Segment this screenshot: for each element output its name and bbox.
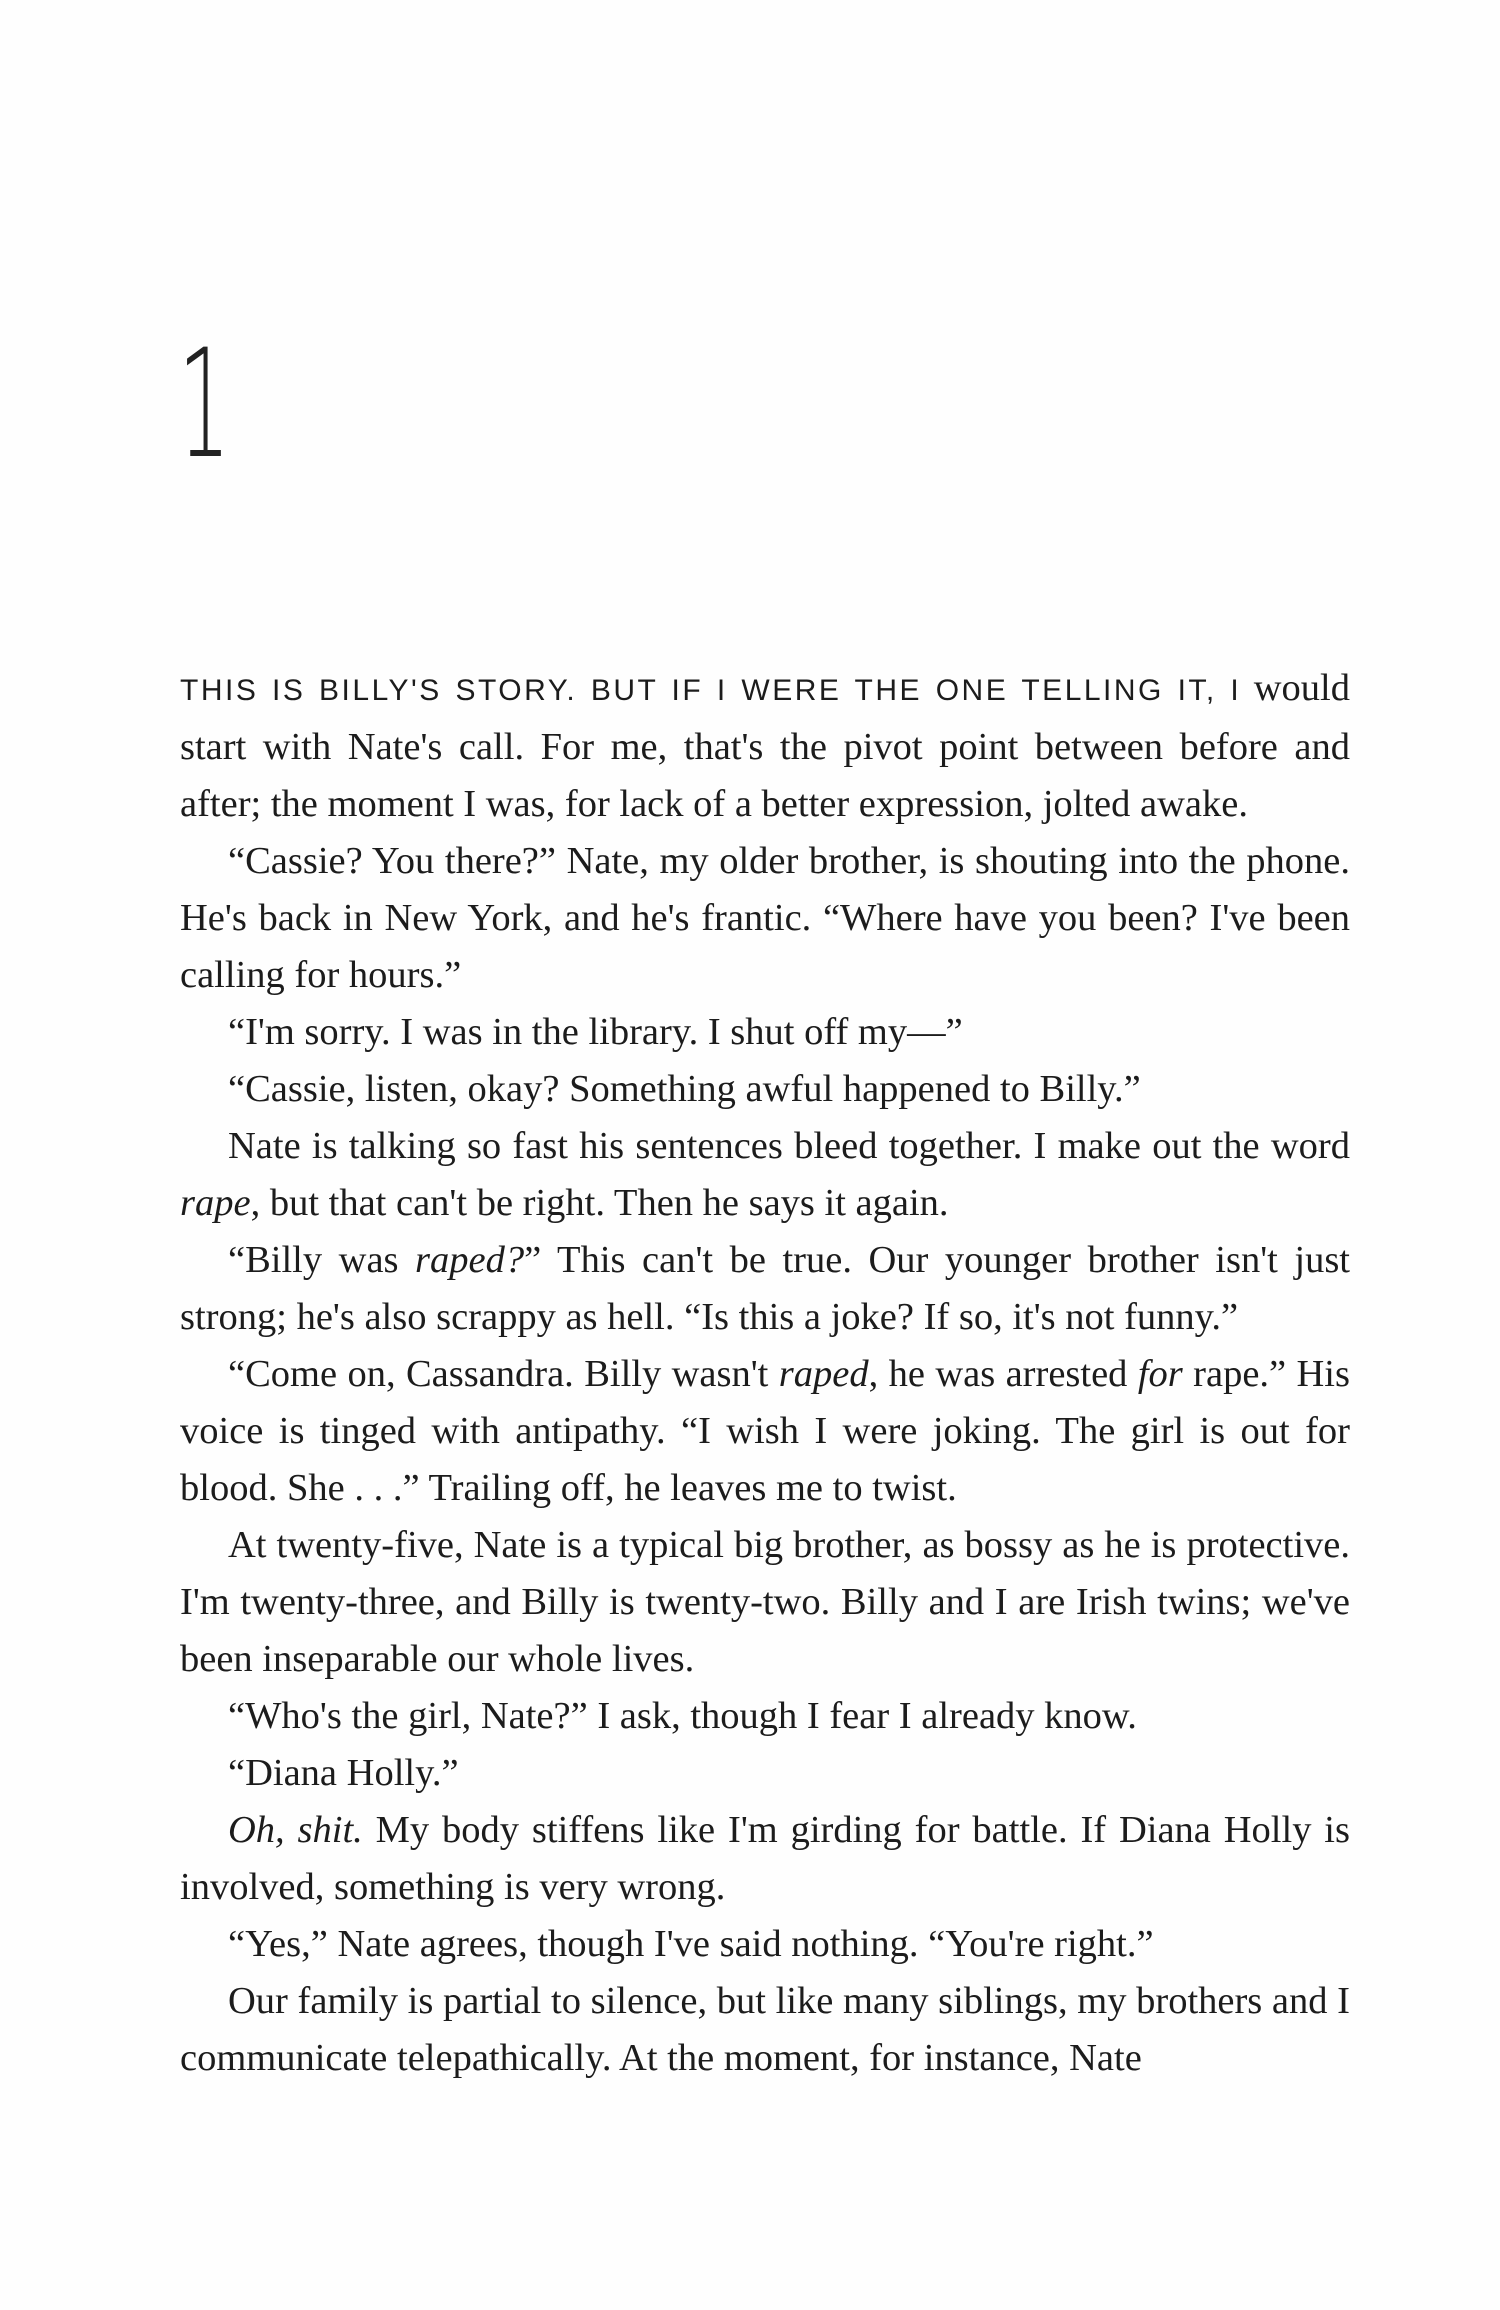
text-segment: “Come on, Cassandra. Billy wasn't: [228, 1353, 779, 1395]
italic-text: raped?: [415, 1239, 525, 1281]
text-segment: “Yes,” Nate agrees, though I've said nothing. “You're right.”: [228, 1923, 1154, 1965]
text-segment: ” This can't be true. Our younger brother isn't just strong; he's also scrappy as hell. “Is this a joke? If so, it's not funny.”: [180, 1239, 1350, 1338]
body-text: [180, 660, 1350, 2087]
text-segment: , he was arrested: [868, 1353, 1138, 1395]
chapter-number: 1: [178, 318, 231, 492]
paragraph: [180, 833, 1350, 1004]
text-segment: , but that can't be right. Then he says it again.: [250, 1182, 949, 1224]
paragraph: [180, 1118, 1350, 1232]
text-segment: Our family is partial to silence, but like many siblings, my brothers and I communicate telepathically. At the moment, for instance, Nate: [180, 1980, 1350, 2079]
text-segment: “Cassie, listen, okay? Something awful happened to Billy.”: [228, 1068, 1141, 1110]
paragraph: [180, 1061, 1350, 1118]
paragraph: [180, 1916, 1350, 1973]
paragraph: [180, 1004, 1350, 1061]
text-segment: Nate is talking so fast his sentences bleed together. I make out the word: [228, 1125, 1350, 1167]
paragraph: [180, 1346, 1350, 1517]
italic-text: for: [1137, 1353, 1183, 1395]
text-segment: “Cassie? You there?” Nate, my older brother, is shouting into the phone. He's back in New York, and he's frantic. “Where have you been? I've been calling for hours.”: [180, 840, 1350, 996]
text-segment: My body stiffens like I'm girding for battle. If Diana Holly is involved, something is very wrong.: [180, 1809, 1350, 1908]
text-segment: would start with Nate's call. For me, that's the pivot point between before and after; the moment I was, for lack of a better expression, jolted awake.: [180, 667, 1351, 825]
text-segment: At twenty-five, Nate is a typical big brother, as bossy as he is protective. I'm twenty-three, and Billy is twenty-two. Billy and I are Irish twins; we've been inseparable our whole lives.: [180, 1524, 1350, 1680]
paragraph: [180, 1973, 1350, 2087]
italic-text: rape: [180, 1182, 251, 1224]
paragraph: [180, 1745, 1350, 1802]
paragraph: [180, 660, 1350, 833]
paragraph: [180, 1688, 1350, 1745]
text-segment: “Diana Holly.”: [228, 1752, 459, 1794]
text-segment: “Billy was: [228, 1239, 416, 1281]
italic-text: Oh, shit.: [228, 1809, 363, 1851]
text-segment: rape.” His voice is tinged with antipathy. “I wish I were joking. The girl is out for blood. She . . .” Trailing off, he leaves me to twist.: [180, 1353, 1350, 1509]
paragraph: [180, 1802, 1350, 1916]
lead-in-small-caps: THIS IS BILLY'S STORY. BUT IF I WERE THE ONE TELLING IT, I: [180, 674, 1242, 707]
italic-text: raped: [778, 1353, 869, 1395]
paragraph: [180, 1517, 1350, 1688]
text-segment: “I'm sorry. I was in the library. I shut off my—”: [228, 1011, 963, 1053]
paragraph: [180, 1232, 1350, 1346]
text-segment: “Who's the girl, Nate?” I ask, though I fear I already know.: [228, 1695, 1137, 1737]
